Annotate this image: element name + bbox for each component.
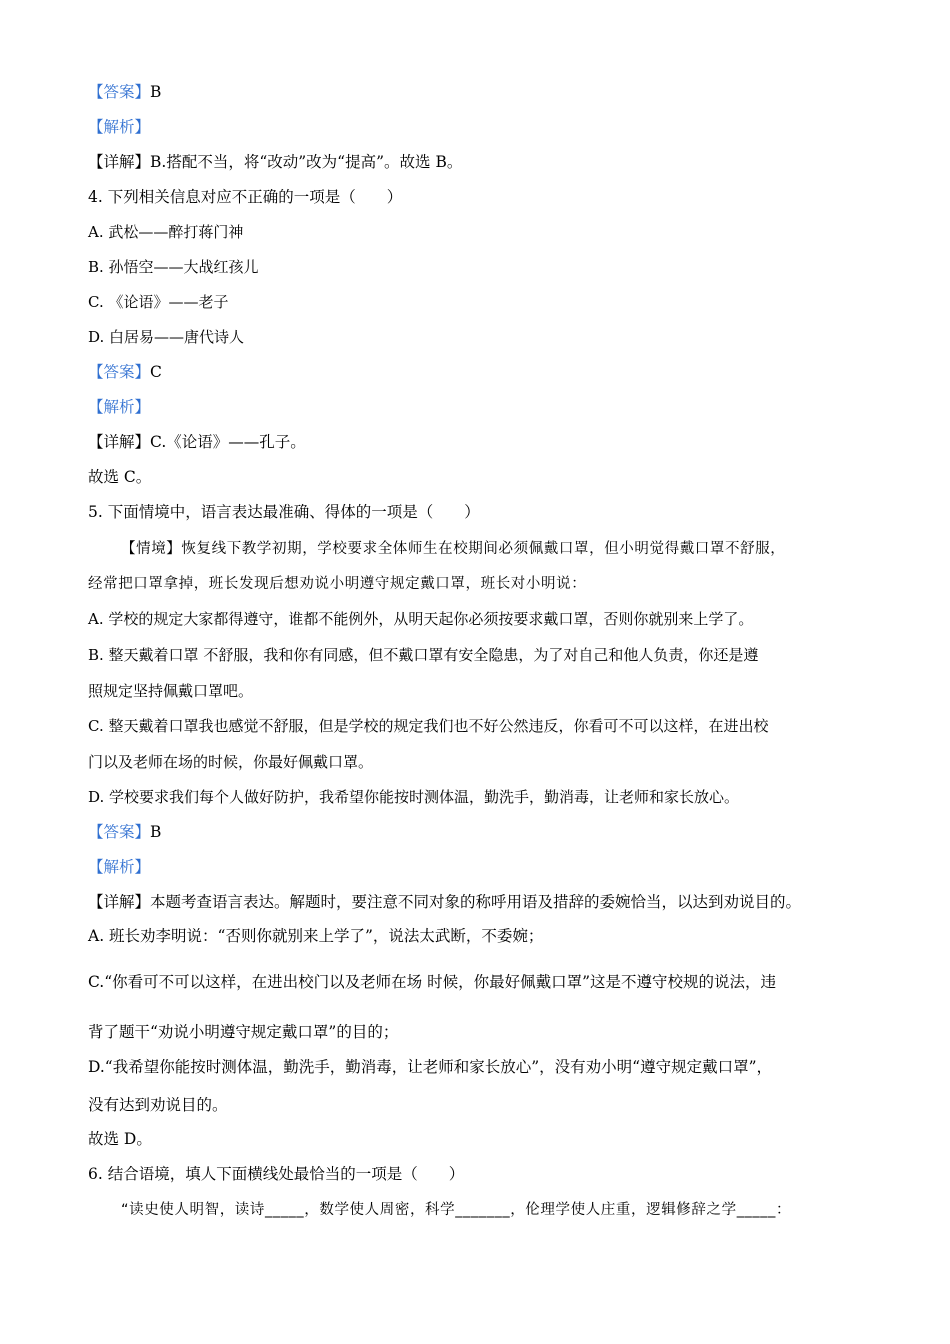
analysis-tag: 【解析】 [88,398,151,416]
question-6-stem: 6. 结合语境，填人下面横线处最恰当的一项是（ ） [88,1165,465,1183]
answer-tag: 【答案】 [88,363,151,381]
explanation-a: A. 班长劝李明说：“否则你就别来上学了”，说法太武断，不委婉； [88,927,544,945]
analysis-line [88,857,150,877]
analysis-tag: 【解析】 [88,118,151,136]
situation-line-2: 经常把口罩拿掉，班长发现后想劝说小明遵守规定戴口罩，班长对小明说： [88,576,587,592]
question-4-stem: 4. 下列相关信息对应不正确的一项是（ ） [88,188,403,206]
question-5-option-c-line-2: 门以及老师在场的时候，你最好佩戴口罩。 [88,753,374,771]
question-5-option-b-line-2: 照规定坚持佩戴口罩吧。 [88,682,254,700]
conclusion-line: 故选 D。 [88,1130,152,1148]
detail-line [88,432,306,452]
answer-line [88,82,161,102]
explanation-d-line-1: D.“我希望你能按时测体温，勤洗手，勤消毒，让老师和家长放心”，没有劝小明“遵守规定戴口罩”， [88,1058,773,1076]
question-4-option-d: D. 白居易——唐代诗人 [88,328,245,346]
detail-text: B.搭配不当，将“改动”改为“提高”。故选 B。 [150,153,463,171]
question-5-option-d: D. 学校要求我们每个人做好防护，我希望你能按时测体温，勤洗手，勤消毒，让老师和家长放心。 [88,788,740,806]
detail-text: 本题考查语言表达。解题时，要注意不同对象的称呼用语及措辞的委婉恰当，以达到劝说目的。 [150,893,802,911]
question-4-option-c: C. 《论语》——老子 [88,293,229,311]
analysis-line [88,117,150,137]
question-5-option-c-line-1: C. 整天戴着口罩我也感觉不舒服，但是学校的规定我们也不好公然违反，你看可不可以这样，在进出校 [88,717,769,735]
answer-value: B [150,83,162,101]
explanation-d-line-2: 没有达到劝说目的。 [88,1096,228,1114]
situation-line-1: 【情境】恢复线下教学初期，学校要求全体师生在校期间必须佩戴口罩，但小明觉得戴口罩不舒服， [121,541,786,557]
answer-tag: 【答案】 [88,823,151,841]
answer-line [88,362,162,382]
conclusion-line: 故选 C。 [88,468,152,486]
analysis-line [88,397,150,417]
explanation-c-line-1: C.“你看可不可以这样，在进出校门以及老师在场 时候，你最好佩戴口罩”这是不遵守校规的说法，违 [88,973,777,991]
detail-line [88,152,462,172]
detail-tag: 【详解】 [88,893,151,911]
question-5-option-a: A. 学校的规定大家都得遵守，谁都不能例外，从明天起你必须按要求戴口罩，否则你就别来上学了。 [88,610,754,628]
detail-line [88,892,801,912]
question-4-option-a: A. 武松——醉打蒋门神 [88,223,244,241]
answer-value: B [150,823,162,841]
analysis-tag: 【解析】 [88,858,151,876]
answer-value: C [150,363,162,381]
detail-text: C.《论语》——孔子。 [150,433,306,451]
detail-tag: 【详解】 [88,433,151,451]
answer-line [88,822,161,842]
question-5-option-b-line-1: B. 整天戴着口罩 不舒服，我和你有同感，但不戴口罩有安全隐患，为了对自己和他人负责，你还是遵 [88,646,759,664]
question-6-passage: “读史使人明智，读诗_____，数学使人周密，科学_______，伦理学使人庄重，逻辑修辞之学_____： [121,1202,792,1218]
detail-tag: 【详解】 [88,153,151,171]
answer-tag: 【答案】 [88,83,151,101]
explanation-c-line-2: 背了题干“劝说小明遵守规定戴口罩”的目的； [88,1023,399,1041]
question-5-stem: 5. 下面情境中，语言表达最准确、得体的一项是（ ） [88,503,480,521]
question-4-option-b: B. 孙悟空——大战红孩儿 [88,258,259,276]
